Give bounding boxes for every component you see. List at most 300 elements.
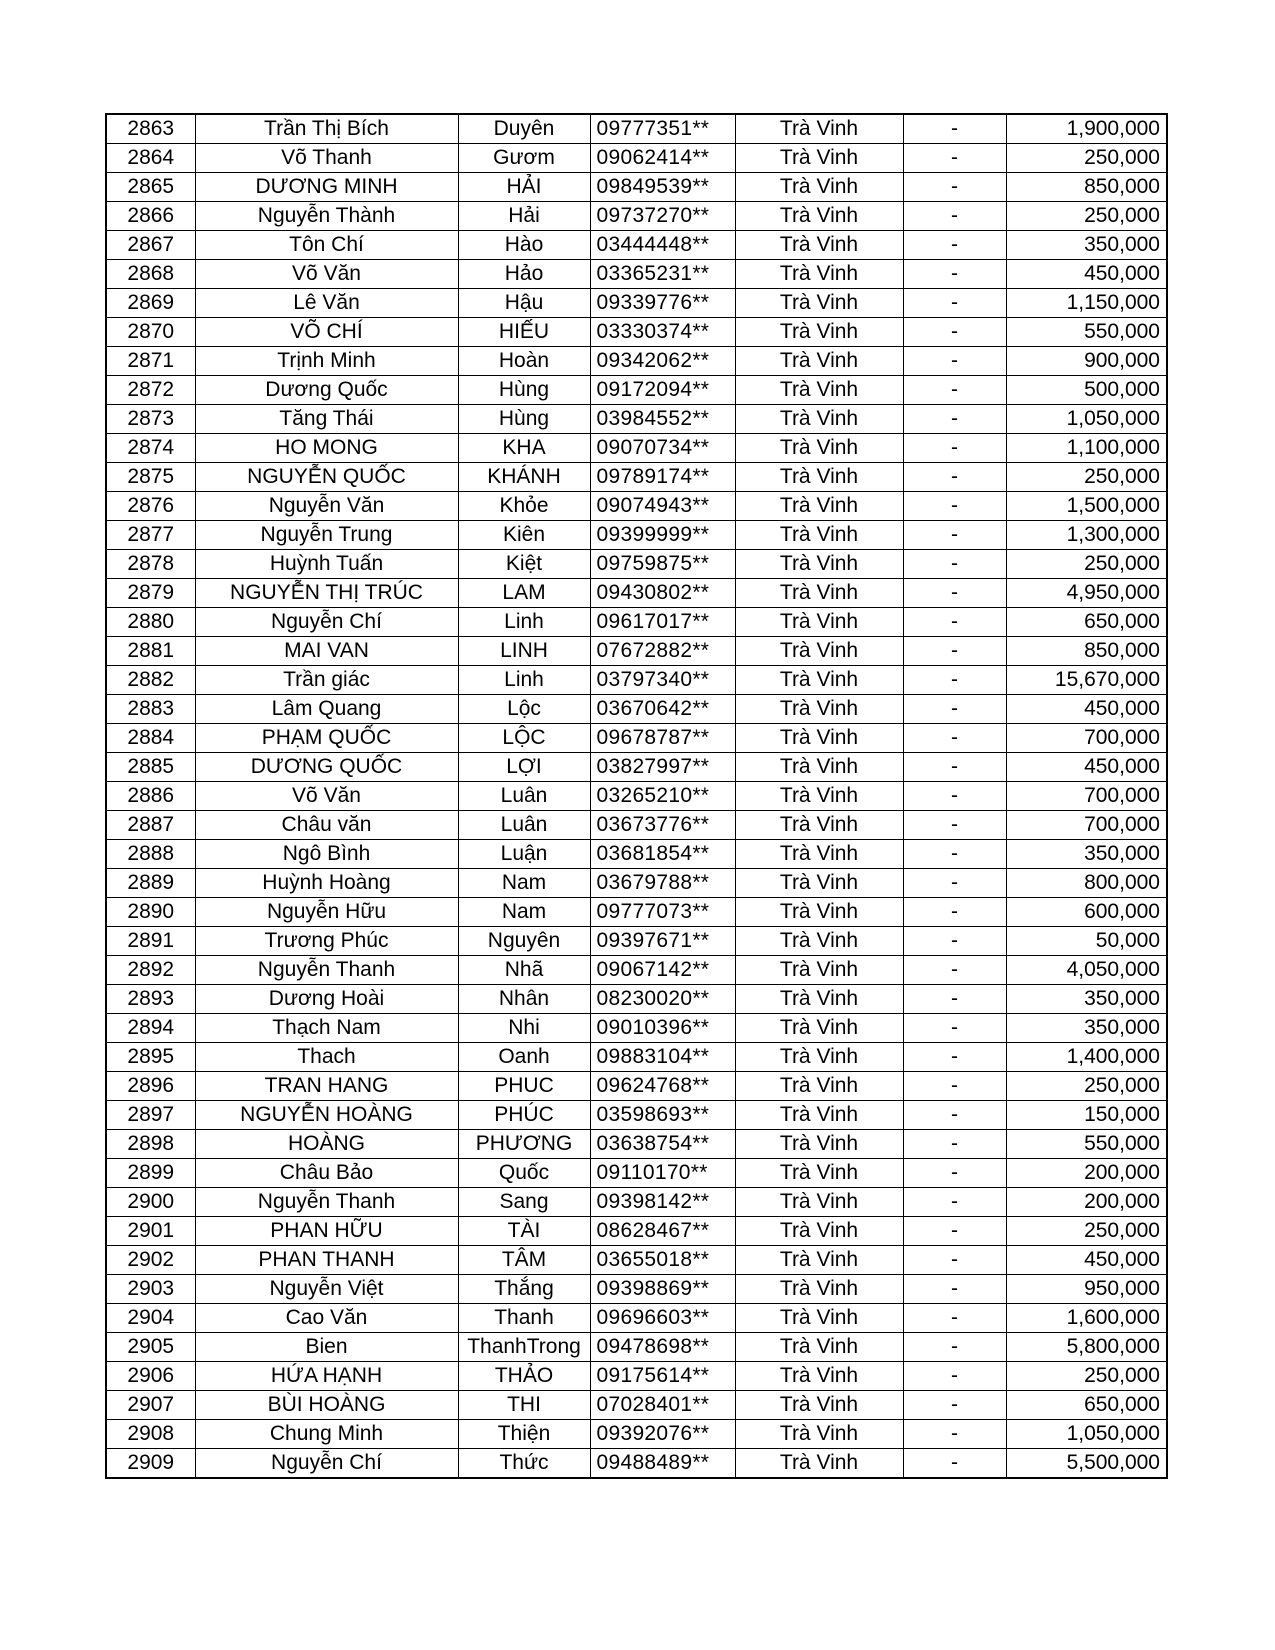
table-row [106,144,1167,173]
row-number: 2882 [106,666,195,695]
row-number: 2889 [106,869,195,898]
province-cell: Trà Vinh [735,608,903,637]
phone-cell: 09070734** [590,434,735,463]
row-number: 2865 [106,173,195,202]
dash-cell: - [903,1449,1006,1479]
surname-cell: Ngô Bình [195,840,458,869]
row-number: 2891 [106,927,195,956]
amount-cell: 1,050,000 [1006,1420,1167,1449]
table-row [106,376,1167,405]
amount-cell: 250,000 [1006,1362,1167,1391]
given-name-cell: Gươm [458,144,590,173]
surname-cell: Nguyễn Văn [195,492,458,521]
table-row [106,1217,1167,1246]
phone-cell: 09062414** [590,144,735,173]
dash-cell: - [903,1217,1006,1246]
given-name-cell: HIẾU [458,318,590,347]
given-name-cell: PHƯƠNG [458,1130,590,1159]
given-name-cell: Hào [458,231,590,260]
row-number: 2890 [106,898,195,927]
dash-cell: - [903,1130,1006,1159]
given-name-cell: PHÚC [458,1101,590,1130]
amount-cell: 450,000 [1006,753,1167,782]
surname-cell: Trần Thị Bích [195,114,458,144]
given-name-cell: Lộc [458,695,590,724]
surname-cell: Chung Minh [195,1420,458,1449]
amount-cell: 1,150,000 [1006,289,1167,318]
amount-cell: 700,000 [1006,811,1167,840]
dash-cell: - [903,1014,1006,1043]
row-number: 2909 [106,1449,195,1479]
row-number: 2899 [106,1159,195,1188]
surname-cell: Lâm Quang [195,695,458,724]
given-name-cell: THẢO [458,1362,590,1391]
dash-cell: - [903,724,1006,753]
row-number: 2868 [106,260,195,289]
surname-cell: Nguyễn Trung [195,521,458,550]
phone-cell: 09339776** [590,289,735,318]
amount-cell: 850,000 [1006,173,1167,202]
phone-cell: 09478698** [590,1333,735,1362]
given-name-cell: Nam [458,869,590,898]
province-cell: Trà Vinh [735,260,903,289]
table-row [106,695,1167,724]
phone-cell: 07028401** [590,1391,735,1420]
dash-cell: - [903,347,1006,376]
row-number: 2907 [106,1391,195,1420]
row-number: 2904 [106,1304,195,1333]
province-cell: Trà Vinh [735,289,903,318]
dash-cell: - [903,1304,1006,1333]
phone-cell: 03681854** [590,840,735,869]
phone-cell: 03827997** [590,753,735,782]
dash-cell: - [903,637,1006,666]
table-row [106,608,1167,637]
dash-cell: - [903,666,1006,695]
province-cell: Trà Vinh [735,550,903,579]
given-name-cell: Nhi [458,1014,590,1043]
table-row [106,1043,1167,1072]
phone-cell: 08628467** [590,1217,735,1246]
row-number: 2876 [106,492,195,521]
phone-cell: 03797340** [590,666,735,695]
given-name-cell: KHA [458,434,590,463]
surname-cell: PHAN THANH [195,1246,458,1275]
phone-cell: 09849539** [590,173,735,202]
given-name-cell: Hảo [458,260,590,289]
phone-cell: 09172094** [590,376,735,405]
amount-cell: 5,500,000 [1006,1449,1167,1479]
dash-cell: - [903,695,1006,724]
province-cell: Trà Vinh [735,1362,903,1391]
province-cell: Trà Vinh [735,811,903,840]
table-row [106,347,1167,376]
province-cell: Trà Vinh [735,1391,903,1420]
province-cell: Trà Vinh [735,927,903,956]
dash-cell: - [903,202,1006,231]
surname-cell: Châu văn [195,811,458,840]
province-cell: Trà Vinh [735,1188,903,1217]
dash-cell: - [903,463,1006,492]
province-cell: Trà Vinh [735,1043,903,1072]
table-row [106,1188,1167,1217]
table-row [106,434,1167,463]
phone-cell: 03330374** [590,318,735,347]
surname-cell: HO MONG [195,434,458,463]
amount-cell: 5,800,000 [1006,1333,1167,1362]
phone-cell: 09759875** [590,550,735,579]
surname-cell: Tôn Chí [195,231,458,260]
amount-cell: 350,000 [1006,231,1167,260]
amount-cell: 350,000 [1006,840,1167,869]
row-number: 2883 [106,695,195,724]
row-number: 2877 [106,521,195,550]
phone-cell: 09175614** [590,1362,735,1391]
amount-cell: 600,000 [1006,898,1167,927]
row-number: 2897 [106,1101,195,1130]
given-name-cell: Nhã [458,956,590,985]
amount-cell: 700,000 [1006,724,1167,753]
province-cell: Trà Vinh [735,492,903,521]
phone-cell: 08230020** [590,985,735,1014]
amount-cell: 4,950,000 [1006,579,1167,608]
row-number: 2898 [106,1130,195,1159]
phone-cell: 09430802** [590,579,735,608]
table-row [106,260,1167,289]
given-name-cell: Linh [458,608,590,637]
table-row [106,985,1167,1014]
table-row [106,318,1167,347]
given-name-cell: Thắng [458,1275,590,1304]
dash-cell: - [903,521,1006,550]
phone-cell: 09617017** [590,608,735,637]
phone-cell: 09397671** [590,927,735,956]
amount-cell: 350,000 [1006,1014,1167,1043]
dash-cell: - [903,376,1006,405]
province-cell: Trà Vinh [735,753,903,782]
row-number: 2875 [106,463,195,492]
row-number: 2874 [106,434,195,463]
given-name-cell: LỘC [458,724,590,753]
surname-cell: Huỳnh Tuấn [195,550,458,579]
table-row [106,782,1167,811]
surname-cell: Dương Hoài [195,985,458,1014]
row-number: 2886 [106,782,195,811]
given-name-cell: ThanhTrong [458,1333,590,1362]
given-name-cell: Duyên [458,114,590,144]
province-cell: Trà Vinh [735,1101,903,1130]
amount-cell: 450,000 [1006,1246,1167,1275]
amount-cell: 1,050,000 [1006,405,1167,434]
province-cell: Trà Vinh [735,405,903,434]
surname-cell: Trương Phúc [195,927,458,956]
table-row [106,1014,1167,1043]
table-row [106,521,1167,550]
dash-cell: - [903,782,1006,811]
given-name-cell: Thiện [458,1420,590,1449]
given-name-cell: Luận [458,840,590,869]
phone-cell: 09737270** [590,202,735,231]
phone-cell: 03638754** [590,1130,735,1159]
table-row [106,202,1167,231]
row-number: 2873 [106,405,195,434]
table-row [106,1072,1167,1101]
surname-cell: Võ Văn [195,782,458,811]
dash-cell: - [903,898,1006,927]
amount-cell: 450,000 [1006,260,1167,289]
province-cell: Trà Vinh [735,1014,903,1043]
amount-cell: 1,500,000 [1006,492,1167,521]
row-number: 2864 [106,144,195,173]
row-number: 2905 [106,1333,195,1362]
province-cell: Trà Vinh [735,898,903,927]
amount-cell: 800,000 [1006,869,1167,898]
province-cell: Trà Vinh [735,173,903,202]
dash-cell: - [903,1420,1006,1449]
surname-cell: Lê Văn [195,289,458,318]
phone-cell: 03984552** [590,405,735,434]
given-name-cell: Oanh [458,1043,590,1072]
surname-cell: Thach [195,1043,458,1072]
phone-cell: 03365231** [590,260,735,289]
table-row [106,1101,1167,1130]
table-row [106,289,1167,318]
phone-cell: 09399999** [590,521,735,550]
amount-cell: 950,000 [1006,1275,1167,1304]
province-cell: Trà Vinh [735,869,903,898]
phone-cell: 09883104** [590,1043,735,1072]
province-cell: Trà Vinh [735,1275,903,1304]
dash-cell: - [903,1101,1006,1130]
row-number: 2887 [106,811,195,840]
phone-cell: 09074943** [590,492,735,521]
table-row [106,1275,1167,1304]
table-row [106,956,1167,985]
amount-cell: 250,000 [1006,144,1167,173]
amount-cell: 650,000 [1006,1391,1167,1420]
phone-cell: 03655018** [590,1246,735,1275]
given-name-cell: Linh [458,666,590,695]
phone-cell: 09624768** [590,1072,735,1101]
table-row [106,492,1167,521]
given-name-cell: TÂM [458,1246,590,1275]
row-number: 2863 [106,114,195,144]
province-cell: Trà Vinh [735,231,903,260]
phone-cell: 09777351** [590,114,735,144]
row-number: 2908 [106,1420,195,1449]
row-number: 2892 [106,956,195,985]
phone-cell: 07672882** [590,637,735,666]
surname-cell: Bien [195,1333,458,1362]
table-row [106,869,1167,898]
surname-cell: HỨA HẠNH [195,1362,458,1391]
phone-cell: 09110170** [590,1159,735,1188]
surname-cell: VÕ CHÍ [195,318,458,347]
surname-cell: Cao Văn [195,1304,458,1333]
table-row [106,1304,1167,1333]
province-cell: Trà Vinh [735,1130,903,1159]
province-cell: Trà Vinh [735,1333,903,1362]
table-row [106,1420,1167,1449]
given-name-cell: THI [458,1391,590,1420]
given-name-cell: Nguyên [458,927,590,956]
surname-cell: MAI VAN [195,637,458,666]
province-cell: Trà Vinh [735,318,903,347]
given-name-cell: HẢI [458,173,590,202]
row-number: 2894 [106,1014,195,1043]
table-body [106,114,1167,1478]
surname-cell: PHAN HỮU [195,1217,458,1246]
row-number: 2884 [106,724,195,753]
amount-cell: 250,000 [1006,550,1167,579]
phone-cell: 03673776** [590,811,735,840]
dash-cell: - [903,318,1006,347]
given-name-cell: Hùng [458,376,590,405]
phone-cell: 03265210** [590,782,735,811]
table-row [106,405,1167,434]
given-name-cell: Kiên [458,521,590,550]
surname-cell: Nguyễn Hữu [195,898,458,927]
table-row [106,637,1167,666]
amount-cell: 850,000 [1006,637,1167,666]
dash-cell: - [903,956,1006,985]
dash-cell: - [903,1043,1006,1072]
given-name-cell: Luân [458,811,590,840]
province-cell: Trà Vinh [735,1159,903,1188]
row-number: 2888 [106,840,195,869]
table-row [106,1333,1167,1362]
province-cell: Trà Vinh [735,840,903,869]
province-cell: Trà Vinh [735,579,903,608]
dash-cell: - [903,753,1006,782]
given-name-cell: LINH [458,637,590,666]
surname-cell: NGUYỄN HOÀNG [195,1101,458,1130]
amount-cell: 650,000 [1006,608,1167,637]
amount-cell: 900,000 [1006,347,1167,376]
province-cell: Trà Vinh [735,695,903,724]
table-row [106,1246,1167,1275]
amount-cell: 1,600,000 [1006,1304,1167,1333]
surname-cell: Trịnh Minh [195,347,458,376]
surname-cell: HOÀNG [195,1130,458,1159]
surname-cell: NGUYỄN THỊ TRÚC [195,579,458,608]
table-row [106,1130,1167,1159]
phone-cell: 03670642** [590,695,735,724]
dash-cell: - [903,289,1006,318]
table-row [106,114,1167,144]
phone-cell: 09010396** [590,1014,735,1043]
given-name-cell: PHUC [458,1072,590,1101]
dash-cell: - [903,1188,1006,1217]
dash-cell: - [903,1275,1006,1304]
dash-cell: - [903,173,1006,202]
surname-cell: Trần giác [195,666,458,695]
amount-cell: 150,000 [1006,1101,1167,1130]
phone-cell: 09678787** [590,724,735,753]
dash-cell: - [903,927,1006,956]
surname-cell: DƯƠNG MINH [195,173,458,202]
province-cell: Trà Vinh [735,1072,903,1101]
given-name-cell: Nam [458,898,590,927]
table-row [106,666,1167,695]
table-row [106,724,1167,753]
table-row [106,1449,1167,1479]
given-name-cell: Hoàn [458,347,590,376]
phone-cell: 09067142** [590,956,735,985]
dash-cell: - [903,1391,1006,1420]
surname-cell: PHẠM QUỐC [195,724,458,753]
province-cell: Trà Vinh [735,956,903,985]
surname-cell: Võ Thanh [195,144,458,173]
dash-cell: - [903,608,1006,637]
amount-cell: 1,400,000 [1006,1043,1167,1072]
province-cell: Trà Vinh [735,782,903,811]
province-cell: Trà Vinh [735,985,903,1014]
amount-cell: 1,900,000 [1006,114,1167,144]
amount-cell: 15,670,000 [1006,666,1167,695]
province-cell: Trà Vinh [735,376,903,405]
dash-cell: - [903,811,1006,840]
province-cell: Trà Vinh [735,347,903,376]
phone-cell: 03444448** [590,231,735,260]
row-number: 2893 [106,985,195,1014]
given-name-cell: Luân [458,782,590,811]
phone-cell: 09342062** [590,347,735,376]
phone-cell: 09777073** [590,898,735,927]
surname-cell: Thạch Nam [195,1014,458,1043]
surname-cell: Nguyễn Chí [195,1449,458,1479]
dash-cell: - [903,405,1006,434]
row-number: 2870 [106,318,195,347]
given-name-cell: Hùng [458,405,590,434]
table-row [106,1362,1167,1391]
table-row [106,840,1167,869]
dash-cell: - [903,550,1006,579]
given-name-cell: Nhân [458,985,590,1014]
amount-cell: 550,000 [1006,1130,1167,1159]
row-number: 2867 [106,231,195,260]
row-number: 2885 [106,753,195,782]
row-number: 2872 [106,376,195,405]
province-cell: Trà Vinh [735,202,903,231]
table-row [106,753,1167,782]
amount-cell: 250,000 [1006,1217,1167,1246]
table-row [106,898,1167,927]
given-name-cell: Thức [458,1449,590,1479]
dash-cell: - [903,1362,1006,1391]
row-number: 2866 [106,202,195,231]
phone-cell: 09392076** [590,1420,735,1449]
table-row [106,550,1167,579]
amount-cell: 1,100,000 [1006,434,1167,463]
amount-cell: 200,000 [1006,1159,1167,1188]
surname-cell: Dương Quốc [195,376,458,405]
province-cell: Trà Vinh [735,521,903,550]
given-name-cell: Thanh [458,1304,590,1333]
table-row [106,231,1167,260]
amount-cell: 700,000 [1006,782,1167,811]
dash-cell: - [903,492,1006,521]
row-number: 2900 [106,1188,195,1217]
province-cell: Trà Vinh [735,666,903,695]
row-number: 2869 [106,289,195,318]
amount-cell: 550,000 [1006,318,1167,347]
dash-cell: - [903,1159,1006,1188]
dash-cell: - [903,144,1006,173]
surname-cell: NGUYỄN QUỐC [195,463,458,492]
dash-cell: - [903,840,1006,869]
phone-cell: 09696603** [590,1304,735,1333]
